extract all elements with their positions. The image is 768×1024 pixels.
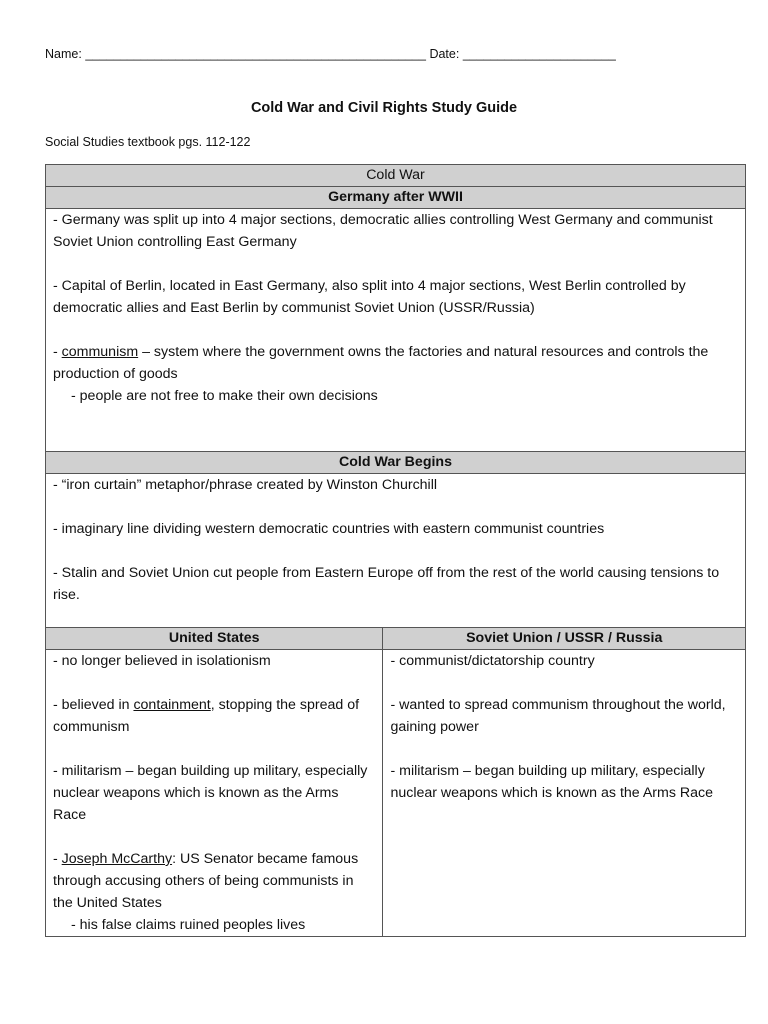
germany-note-2: - Capital of Berlin, located in East Germany, also split into 4 major sections, West Berlin controlled by democratic allies and East Berlin by communist Soviet Union (USSR/Russia)	[53, 278, 686, 316]
stalin-note: - Stalin and Soviet Union cut people from Eastern Europe off from the rest of the world causing tensions to rise.	[53, 565, 720, 603]
date-blank: ______________________	[462, 47, 616, 61]
subsection-heading-row	[46, 452, 746, 474]
germany-note-1: - Germany was split up into 4 major sections, democratic allies controlling West Germany and communist Soviet Union controlling East Germany	[53, 212, 713, 250]
communism-subnote: - people are not free to make their own decisions	[71, 388, 378, 404]
ussr-militarism-note: - militarism – began building up military, especially nuclear weapons which is known as the Arms Race	[390, 763, 713, 801]
mccarthy-term: Joseph McCarthy	[61, 851, 173, 867]
germany-content	[46, 209, 746, 452]
imaginary-line-note: - imaginary line dividing western democratic countries with eastern communist countries	[53, 521, 605, 537]
ussr-note-1: - communist/dictatorship country	[390, 653, 595, 669]
ussr-note-2: - wanted to spread communism throughout the world, gaining power	[390, 697, 726, 735]
us-militarism-note: - militarism – began building up military, especially nuclear weapons which is known as the Arms Race	[53, 763, 368, 823]
compare-content-row	[46, 650, 746, 937]
name-label: Name:	[45, 47, 82, 61]
communism-definition: - communism – system where the government owns the factories and natural resources and controls the production of goods	[53, 344, 709, 382]
cold-war-begins-content	[46, 474, 746, 628]
us-heading: United States	[46, 628, 383, 650]
name-date-line	[45, 47, 616, 61]
subsection-heading-row	[46, 187, 746, 209]
communism-term: communism	[61, 344, 139, 360]
iron-curtain-note: - “iron curtain” metaphor/phrase created by Winston Churchill	[53, 477, 438, 493]
mccarthy-subnote: - his false claims ruined peoples lives	[71, 917, 306, 933]
us-content	[46, 650, 383, 937]
germany-content-row	[46, 209, 746, 452]
containment-note: - believed in containment, stopping the spread of communism	[53, 697, 360, 735]
document-subtitle: Social Studies textbook pgs. 112-122	[45, 135, 251, 149]
ussr-heading: Soviet Union / USSR / Russia	[383, 628, 746, 650]
document-title: Cold War and Civil Rights Study Guide	[250, 100, 518, 116]
cold-war-begins-heading: Cold War Begins	[46, 452, 746, 474]
containment-term: containment	[133, 697, 211, 713]
date-label: Date:	[429, 47, 460, 61]
compare-heading-row	[46, 628, 746, 650]
us-note-1: - no longer believed in isolationism	[53, 653, 271, 669]
name-blank: _________________________________________________	[85, 47, 426, 61]
germany-heading: Germany after WWII	[46, 187, 746, 209]
cold-war-heading: Cold War	[46, 165, 746, 187]
study-guide-table	[45, 164, 746, 937]
section-heading-row	[46, 165, 746, 187]
mccarthy-note: - Joseph McCarthy: US Senator became famous through accusing others of being communists in the United States	[53, 851, 359, 911]
cold-war-begins-content-row	[46, 474, 746, 628]
ussr-content	[383, 650, 746, 937]
